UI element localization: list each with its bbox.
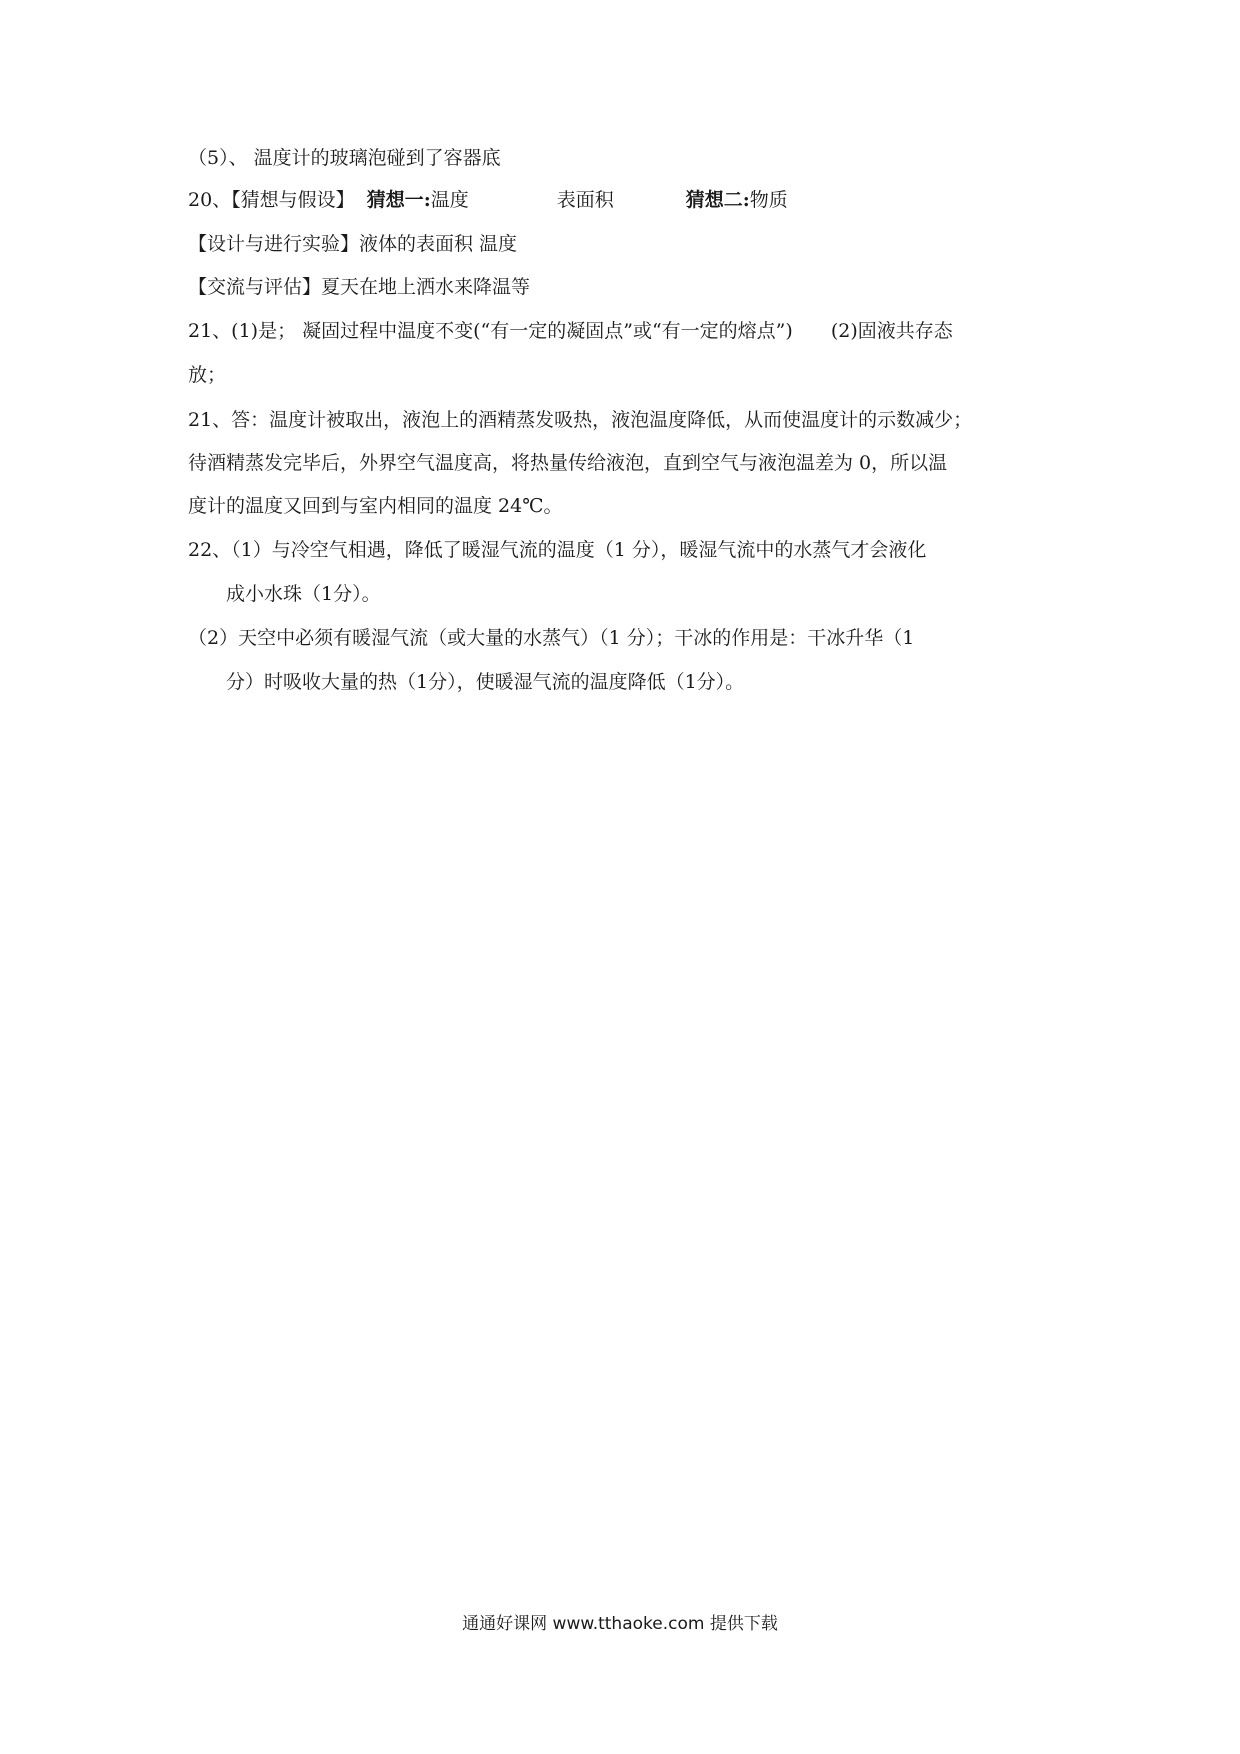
answer-line-5: （5）、 温度计的玻璃泡碰到了容器底 <box>188 147 501 169</box>
answer-21b-line-2: 待酒精蒸发完毕后，外界空气温度高，将热量传给液泡，直到空气与液泡温差为 0，所以温 <box>188 452 948 474</box>
guess-two-label: 猜想二: <box>685 189 750 211</box>
answer-22-line-3: （2）天空中必须有暖湿气流（或大量的水蒸气）（1 分）；干冰的作用是：干冰升华（1 <box>188 627 915 649</box>
answer-20-experiment: 【设计与进行实验】液体的表面积 温度 <box>188 233 518 255</box>
answer-21b-line-3: 度计的温度又回到与室内相同的温度 24℃。 <box>188 495 563 517</box>
answer-20-evaluation: 【交流与评估】夏天在地上洒水来降温等 <box>188 276 531 298</box>
answer-21-part2-text: (2)固液共存态 <box>830 320 953 342</box>
answer-21-part1-text: 21、(1)是； 凝固过程中温度不变(“有一定的凝固点”或“有一定的熔点”) <box>188 320 793 342</box>
page-footer: 通通好课网 www.tthaoke.com 提供下载 <box>462 1614 778 1634</box>
answer-22-line-2: 成小水珠（1分）。 <box>226 583 381 605</box>
surface-area-text: 表面积 <box>556 189 614 211</box>
answer-21b-line-1: 21、答：温度计被取出，液泡上的酒精蒸发吸热，液泡温度降低，从而使温度计的示数减少； <box>188 409 973 431</box>
guess-two-value: 物质 <box>749 189 788 211</box>
answer-21-part1 <box>188 317 953 345</box>
guess-one-label: 猜想一: <box>366 189 431 211</box>
answer-22-line-4: 分）时吸收大量的热（1分），使暖湿气流的温度降低（1分）。 <box>226 671 745 693</box>
answer-20-prefix: 20、【猜想与假设】 <box>188 189 355 211</box>
guess-one-value: 温度 <box>430 189 469 211</box>
answer-22-line-1: 22、（1）与冷空气相遇，降低了暖湿气流的温度（1 分），暖湿气流中的水蒸气才会液化 <box>188 539 927 561</box>
answer-20-hypothesis <box>188 186 788 214</box>
answer-21-continued: 放； <box>188 364 227 386</box>
